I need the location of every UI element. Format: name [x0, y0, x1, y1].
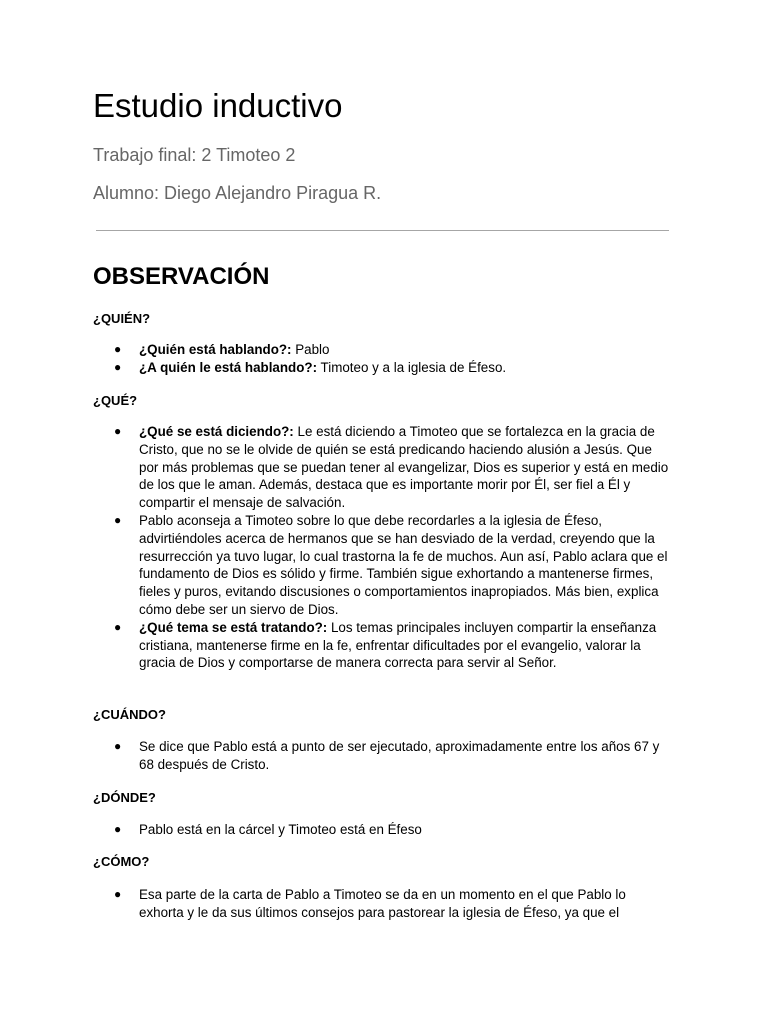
bullet-icon: ● — [114, 619, 122, 634]
list-como — [114, 886, 674, 922]
list-quien — [114, 341, 674, 377]
list-item — [114, 619, 674, 672]
bullet-icon: ● — [114, 342, 122, 356]
list-item — [114, 886, 674, 922]
heading-donde: ¿DÓNDE? — [93, 790, 156, 805]
list-item — [114, 359, 674, 377]
list-donde — [114, 821, 674, 839]
heading-que: ¿QUÉ? — [93, 393, 138, 408]
item-text: Esa parte de la carta de Pablo a Timoteo se da en un momento en el que Pablo lo exhorta y le da sus últimos consejos para pastorear la iglesia de Éfeso, ya que el — [139, 887, 626, 920]
item-text: Le está diciendo a Timoteo que se fortalezca en la gracia de Cristo, que no se le olvide de quién se está predicando haciendo alusión a Jesús. Que por más problemas que se puedan tener al evangelizar, Dios es superior y está en medio de los que le aman. Además, destaca que es importante morir por Él, ser fiel a Él y compartir el mensaje de salvación. — [139, 424, 669, 511]
heading-como: ¿CÓMO? — [93, 854, 150, 869]
list-item — [114, 821, 674, 839]
item-text: Pablo — [291, 342, 330, 357]
item-text: Timoteo y a la iglesia de Éfeso. — [317, 359, 507, 375]
heading-cuando: ¿CUÁNDO? — [93, 707, 166, 722]
section-heading-observacion: OBSERVACIÓN — [93, 263, 270, 290]
list-que — [114, 423, 674, 672]
item-label: ¿Qué se está diciendo?: — [139, 424, 294, 439]
list-item — [114, 738, 674, 774]
bullet-icon: ● — [114, 424, 122, 438]
bullet-icon: ● — [114, 822, 122, 836]
list-item — [114, 512, 674, 619]
bullet-icon: ● — [114, 887, 122, 901]
item-text: Los temas principales incluyen compartir la enseñanza cristiana, mantenerse firme en la fe, enfrentar dificultades por el evangelio, valorar la gracia de Dios y comportarse de manera correcta para servir al Señor. — [139, 619, 657, 671]
list-item — [114, 341, 674, 359]
item-text: Pablo aconseja a Timoteo sobre lo que debe recordarles a la iglesia de Éfeso, advirtiéndoles acerca de hermanos que se han desviado de la verdad, creyendo que la resurrección ya tuvo lugar, lo cual trastorna la fe de muchos. Aun así, Pablo aclara que el fundamento de Dios es sólido y firme. También sigue exhortando a mantenerse firmes, fieles y puros, evitando discusiones o comportamientos inapropiados. Más bien, explica cómo debe ser un siervo de Dios. — [139, 512, 668, 617]
list-item — [114, 423, 674, 512]
bullet-icon: ● — [114, 512, 122, 527]
document-subtitle: Trabajo final: 2 Timoteo 2 — [93, 145, 296, 165]
item-label: ¿Qué tema se está tratando?: — [139, 619, 328, 635]
document-title: Estudio inductivo — [93, 87, 343, 124]
horizontal-divider — [96, 230, 669, 231]
item-text: Pablo está en la cárcel y Timoteo está en Éfeso — [139, 822, 422, 837]
student-name: Alumno: Diego Alejandro Piragua R. — [93, 183, 382, 203]
heading-quien: ¿QUIÉN? — [93, 311, 151, 326]
bullet-icon: ● — [114, 359, 122, 374]
item-text: Se dice que Pablo está a punto de ser ejecutado, aproximadamente entre los años 67 y 68 después de Cristo. — [139, 739, 660, 772]
bullet-icon: ● — [114, 739, 122, 753]
item-label: ¿Quién está hablando?: — [139, 342, 292, 357]
item-label: ¿A quién le está hablando?: — [139, 359, 318, 375]
list-cuando — [114, 738, 674, 774]
